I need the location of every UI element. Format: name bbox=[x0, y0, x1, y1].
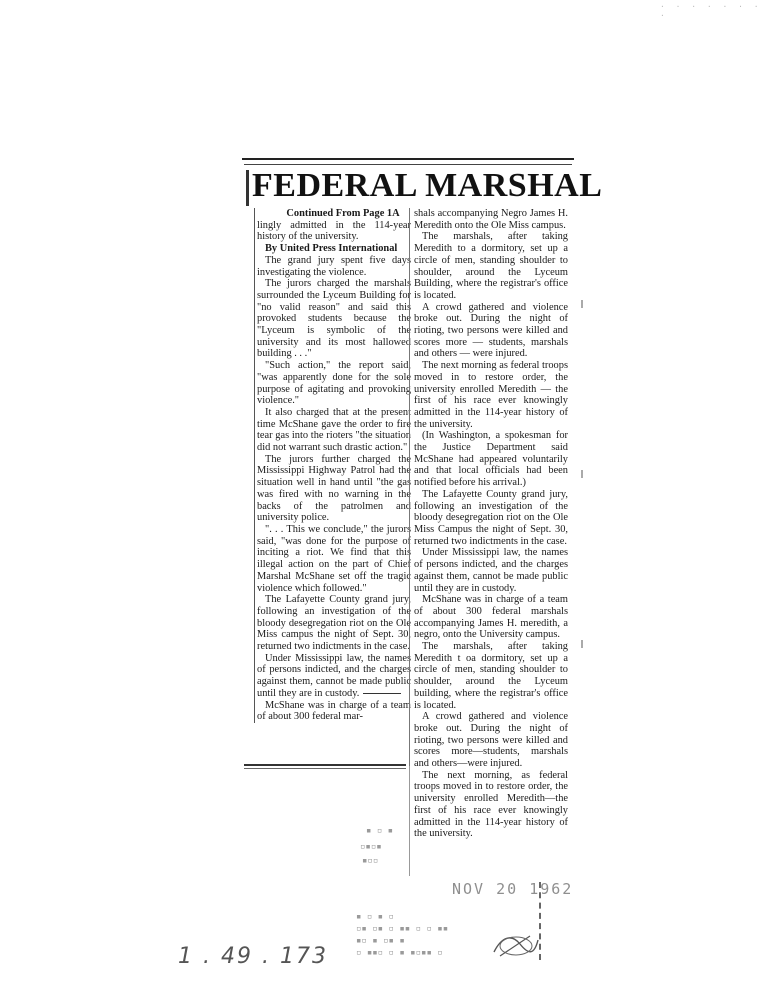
faint-stamp-mark: ▫ ▪▪▫ ▫ ▪ ▪▫▪▪ ▫ bbox=[356, 948, 443, 958]
bottom-rule bbox=[244, 764, 406, 766]
headline: FEDERAL MARSHAL bbox=[252, 167, 603, 204]
left-column bbox=[254, 208, 411, 723]
paragraph bbox=[257, 653, 411, 700]
paragraph: A crowd gathered and violence broke out. During the night of rioting, two persons were killed and scores more — students, marshals and others — were injured. bbox=[414, 301, 568, 360]
top-rule-thin bbox=[244, 164, 572, 165]
left-closing: McShane was in charge of a team of about 300 federal mar- bbox=[257, 699, 411, 723]
paragraph: The next morning as federal troops moved in to restore order, the university enrolled Meredith — the first of his race ever knowingly admitted in the 114-year history of the university. bbox=[414, 360, 568, 430]
byline: By United Press International bbox=[265, 243, 398, 255]
faint-stamp-mark: ▪▫▫ bbox=[362, 856, 379, 866]
handwritten-file-number: 1 . 49 . 173 bbox=[178, 944, 328, 969]
paragraph: It also charged that at the present time McShane gave the order to fire tear gas into the rioters "the situation did not warrant such drastic action." bbox=[257, 406, 411, 454]
scan-corner-dots: · · · · · · · · bbox=[660, 2, 762, 20]
paragraph: ". . . This we conclude," the jurors said, "was done for the purpose of inciting a riot. We find that this illegal action on the part of Chief Marshal McShane set off the tragic violence which followed." bbox=[257, 523, 411, 594]
margin-tick bbox=[581, 470, 583, 478]
paragraph: The jurors further charged the Mississippi Highway Patrol had the situation well in hand until "the gas was fired with no warning in the backs of the patrolmen and university police. bbox=[257, 453, 411, 524]
left-opening: lingly admitted in the 114-year history of the university. bbox=[257, 219, 411, 243]
date-stamp: NOV 20 1962 bbox=[452, 880, 574, 898]
headline-left-bar bbox=[246, 170, 249, 206]
faint-stamp-mark: ▫▪ ▫▪ ▫ ▪▪ ▫ ▫ ▪▪ bbox=[356, 924, 449, 934]
paragraph: The Lafayette County grand jury, following an investigation of the bloody desegregation riot on the Ole Miss campus the night of Sept. 30, returned two indictments in the case. bbox=[257, 594, 411, 653]
margin-tick bbox=[581, 640, 583, 648]
paragraph: McShane was in charge of a team of about 300 federal marshals accompanying James H. meredith, a negro, onto the University campus. bbox=[414, 594, 568, 641]
continued-line: Continued From Page 1A bbox=[286, 208, 400, 219]
paragraph-text: Under Mississippi law, the names of persons indicted, and the charges against them, cannot be made public until they are in custody. bbox=[257, 652, 411, 699]
faint-stamp-mark: ▫▪▫▪ bbox=[360, 842, 382, 852]
paragraph: A crowd gathered and violence broke out. During the night of rioting, two persons were killed and scores more—students, marshals and others—were injured. bbox=[414, 711, 568, 770]
margin-tick bbox=[581, 300, 583, 308]
bottom-rule-thin bbox=[244, 768, 406, 769]
top-rule bbox=[242, 158, 574, 160]
column-separator bbox=[409, 208, 410, 766]
paragraph: The grand jury spent five days investigating the violence. bbox=[257, 254, 411, 278]
right-opening: shals accompanying Negro James H. Meredith onto the Ole Miss campus. bbox=[414, 208, 568, 231]
paragraph: The marshals, after taking Meredith t oa dormitory, set up a circle of men, standing shoulder to shoulder, around the Lyceum building, where the registrar's office is located. bbox=[414, 641, 568, 711]
paragraph: "Such action," the report said, "was apparently done for the sole purpose of agitating and provoking violence." bbox=[257, 360, 411, 407]
continuation-arrow bbox=[363, 693, 401, 694]
paragraph: (In Washington, a spokesman for the Justice Department said McShane had appeared voluntarily and that local officials had been notified before his arrival.) bbox=[414, 430, 568, 489]
right-column bbox=[414, 208, 568, 840]
faint-stamp-mark: ▪ ▫ ▪ bbox=[366, 826, 394, 836]
paragraph: The marshals, after taking Meredith to a dormitory, set up a circle of men, standing shoulder to shoulder, around the Lyceum Building, where the registrar's office is located. bbox=[414, 231, 568, 301]
handwritten-signature bbox=[490, 930, 542, 960]
paragraph: The jurors charged the marshals surrounded the Lyceum Building for "no valid reason" and said this provoked students because the "Lyceum is symbolic of the university and its most hallowed building . . ." bbox=[257, 278, 411, 360]
faint-stamp-mark: ▪ ▫ ▪ ▫ bbox=[356, 912, 394, 922]
paragraph: Under Mississippi law, the names of persons indicted, and the charges against them, cannot be made public until they are in custody. bbox=[414, 547, 568, 594]
paragraph: The Lafayette County grand jury, following an investigation of the bloody desegregation riot on the Ole Miss Campus the night of Sept. 30, returned two indictments in the case. bbox=[414, 488, 568, 547]
paragraph: The next morning, as federal troops moved in to restore order, the university enrolled Meredith—the first of his race ever knowingly admitted in the 114-year history of the university. bbox=[414, 769, 568, 840]
faint-stamp-mark: ▪▫ ▪ ▫▪ ▪ bbox=[356, 936, 405, 946]
column-separator-lower bbox=[409, 766, 410, 876]
